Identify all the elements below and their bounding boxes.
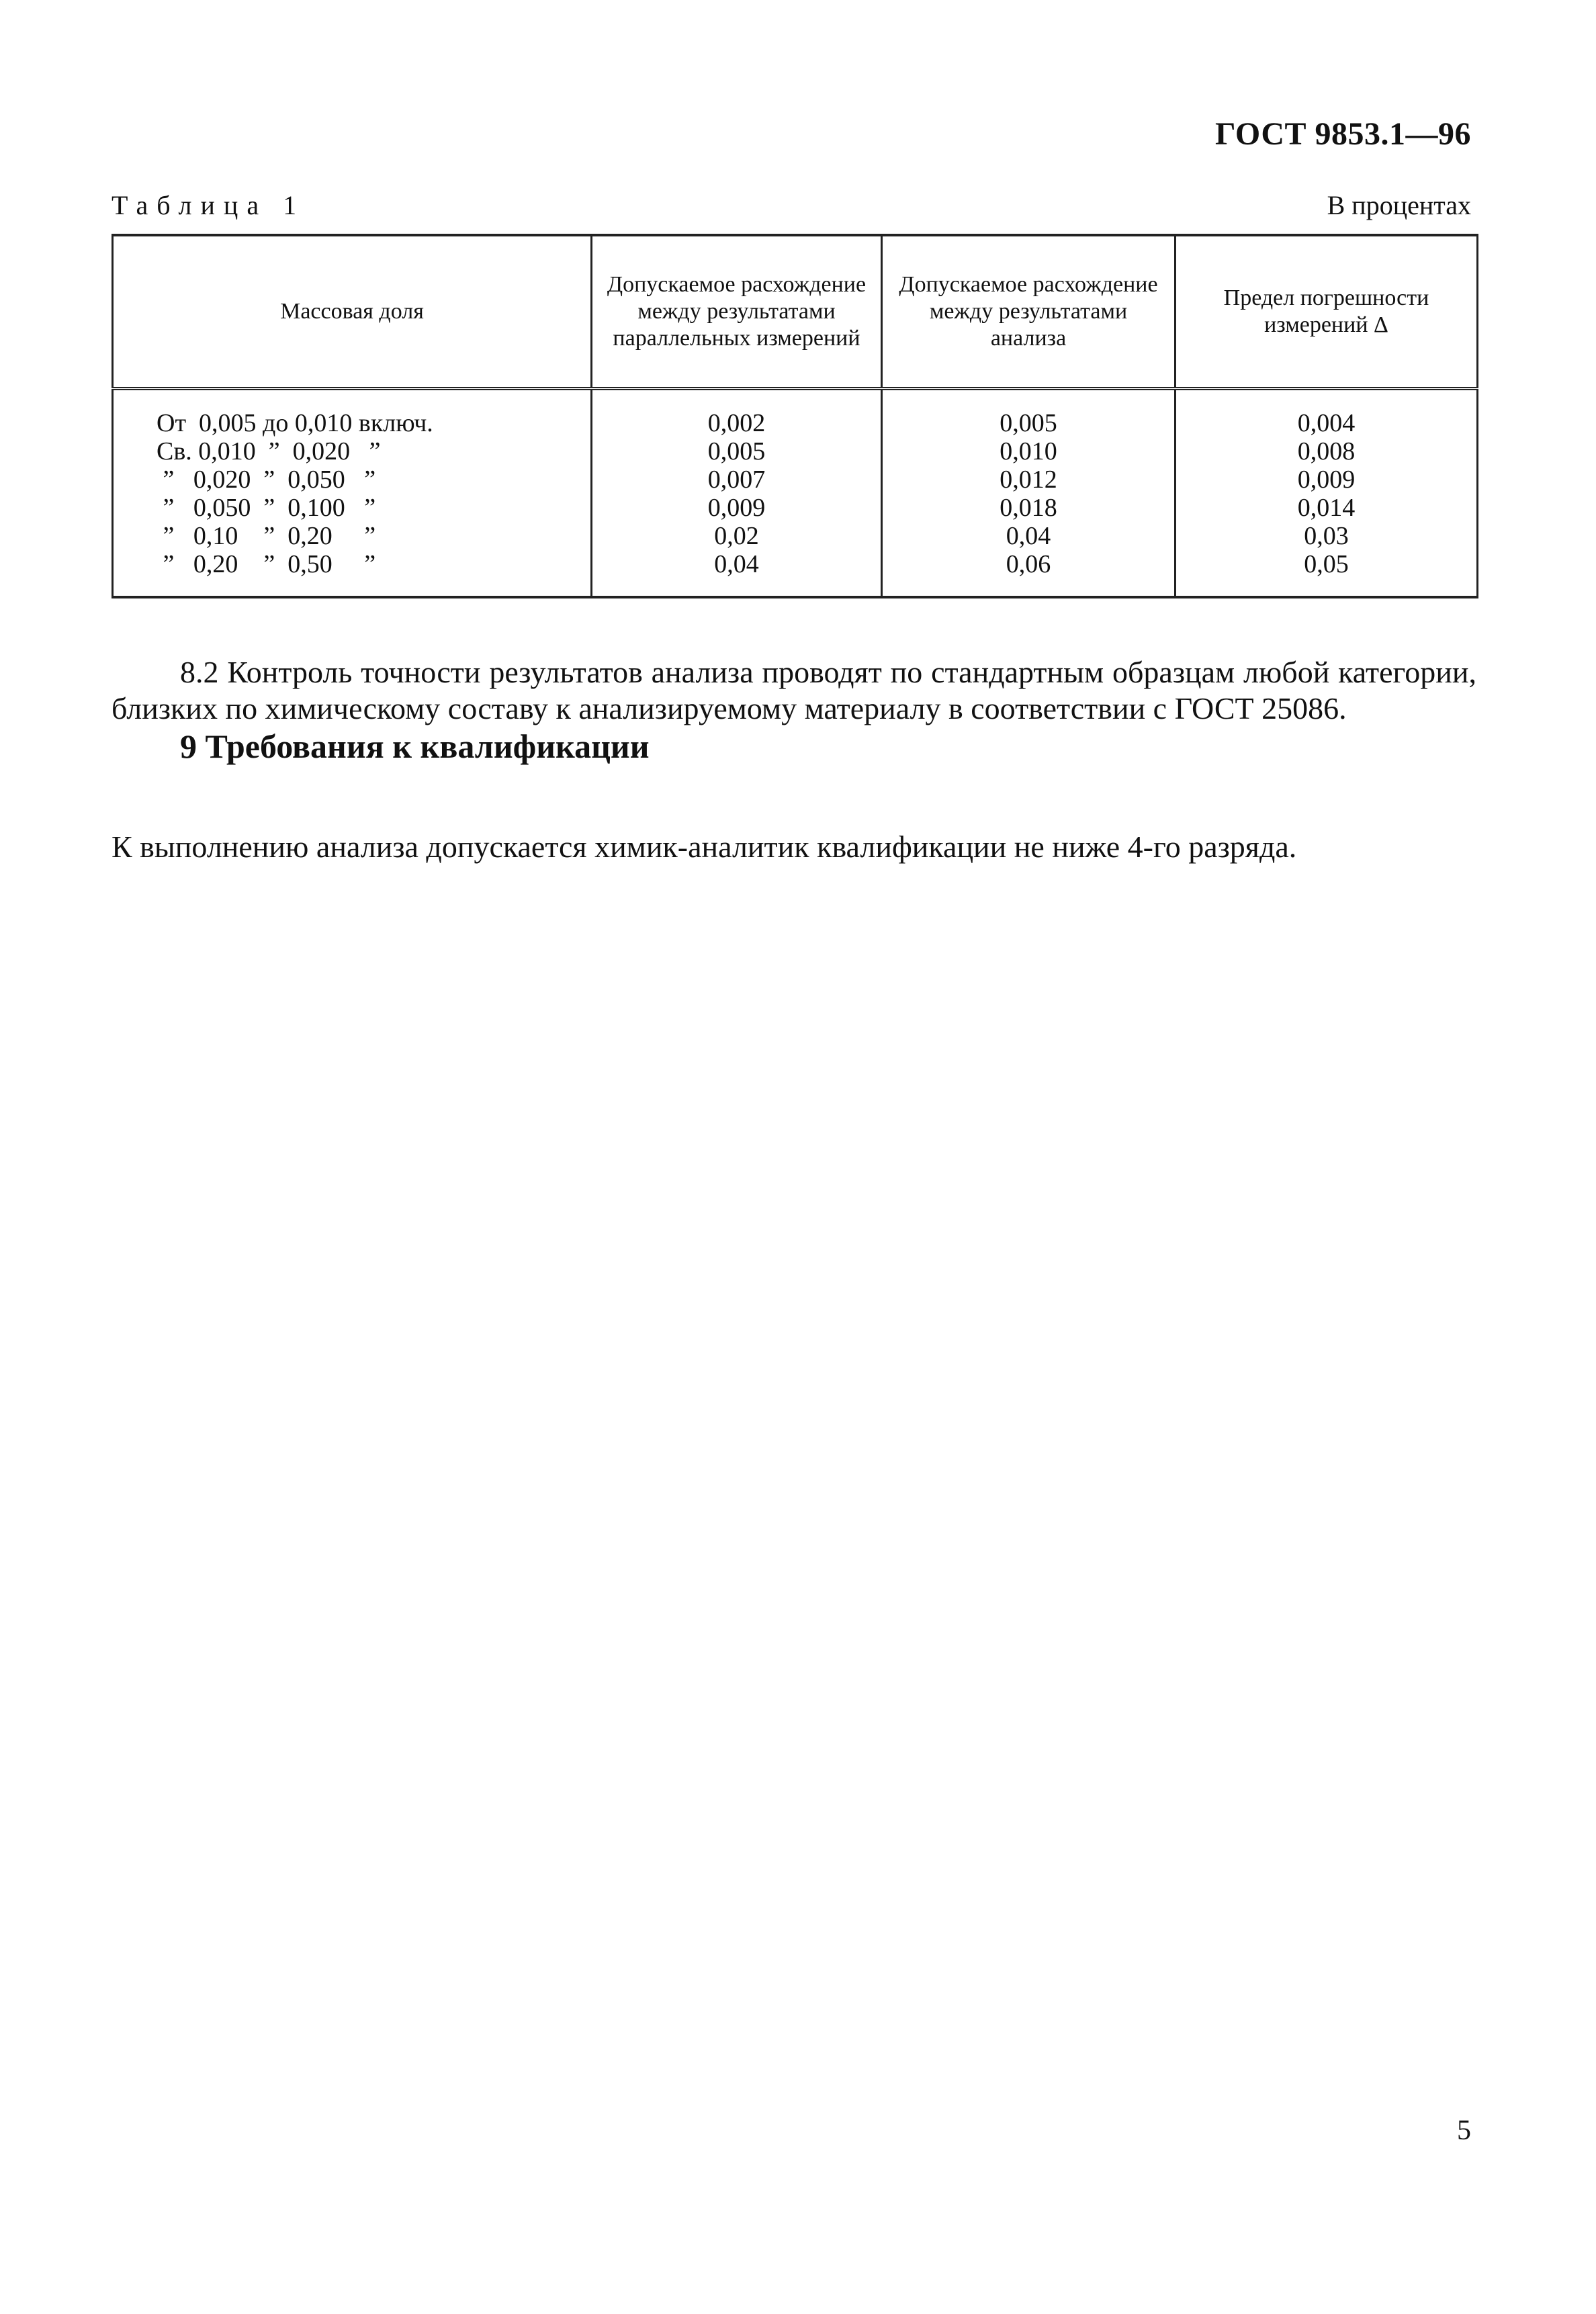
cell-mass-fraction: ” 0,020 ” 0,050 ” (113, 465, 592, 494)
cell-analysis-tolerance: 0,04 (882, 522, 1176, 550)
column-header-error-limit: Предел погрешности измерений Δ (1176, 235, 1478, 389)
table-header-row (113, 235, 1478, 389)
cell-parallel-tolerance: 0,002 (592, 389, 882, 438)
paragraph-8-2: 8.2 Контроль точности результатов анализа проводят по стандартным образцам любой категории, близких по химическому составу к анализируемому материалу в соответствии с ГОСТ 25086. (112, 655, 1476, 725)
cell-error-limit: 0,004 (1176, 389, 1478, 438)
page-number: 5 (1457, 2115, 1471, 2146)
cell-mass-fraction: ” 0,20 ” 0,50 ” (113, 550, 592, 597)
cell-analysis-tolerance: 0,012 (882, 465, 1176, 494)
table-units: В процентах (1327, 190, 1471, 220)
table-row (113, 389, 1478, 438)
cell-analysis-tolerance: 0,005 (882, 389, 1176, 438)
cell-mass-fraction: ” 0,10 ” 0,20 ” (113, 522, 592, 550)
cell-mass-fraction: ” 0,050 ” 0,100 ” (113, 494, 592, 522)
cell-error-limit: 0,03 (1176, 522, 1478, 550)
column-header-parallel-tolerance: Допускаемое расхождение между результатами параллельных измерений (592, 235, 882, 389)
cell-analysis-tolerance: 0,010 (882, 437, 1176, 465)
cell-parallel-tolerance: 0,04 (592, 550, 882, 597)
column-header-mass-fraction: Массовая доля (113, 235, 592, 389)
cell-parallel-tolerance: 0,02 (592, 522, 882, 550)
tolerance-table (112, 234, 1478, 598)
cell-mass-fraction: Св. 0,010 ” 0,020 ” (113, 437, 592, 465)
cell-parallel-tolerance: 0,009 (592, 494, 882, 522)
table-row (113, 494, 1478, 522)
column-header-analysis-tolerance: Допускаемое расхождение между результатами анализа (882, 235, 1176, 389)
section-9-heading: 9 Требования к квалификации (180, 727, 650, 765)
table-row (113, 437, 1478, 465)
paragraph-9: К выполнению анализа допускается химик-аналитик квалификации не ниже 4-го разряда. (112, 830, 1297, 864)
cell-error-limit: 0,014 (1176, 494, 1478, 522)
cell-parallel-tolerance: 0,007 (592, 465, 882, 494)
cell-analysis-tolerance: 0,018 (882, 494, 1176, 522)
cell-mass-fraction: От 0,005 до 0,010 включ. (113, 389, 592, 438)
cell-error-limit: 0,008 (1176, 437, 1478, 465)
cell-error-limit: 0,05 (1176, 550, 1478, 597)
table-row (113, 522, 1478, 550)
cell-parallel-tolerance: 0,005 (592, 437, 882, 465)
document-code: ГОСТ 9853.1—96 (1215, 116, 1471, 152)
table-row (113, 465, 1478, 494)
cell-error-limit: 0,009 (1176, 465, 1478, 494)
table-row (113, 550, 1478, 597)
cell-analysis-tolerance: 0,06 (882, 550, 1176, 597)
table-caption: Таблица 1 (112, 190, 306, 220)
